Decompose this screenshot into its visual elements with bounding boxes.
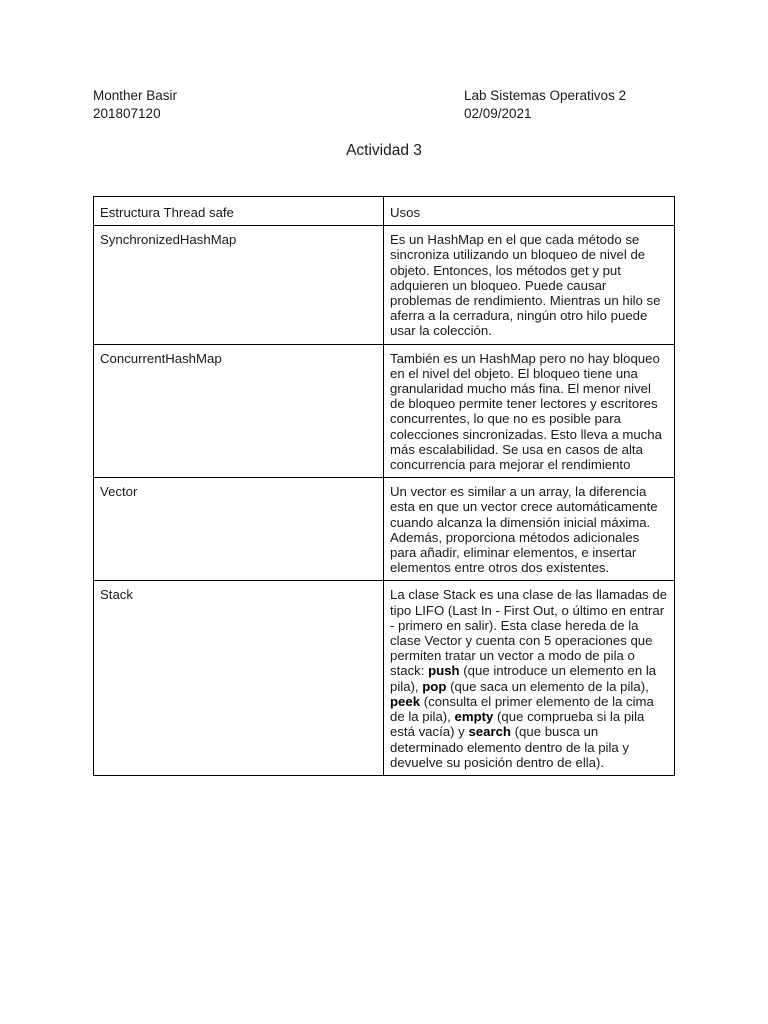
table-row xyxy=(94,581,675,775)
bold-keyword: pop xyxy=(422,678,447,694)
column-header-structure: Estructura Thread safe xyxy=(94,197,384,226)
header-right xyxy=(464,87,626,123)
structure-cell: Vector xyxy=(94,478,384,581)
table-row xyxy=(94,478,675,581)
bold-keyword: search xyxy=(468,724,511,740)
structure-cell: Stack xyxy=(94,581,384,775)
bold-keyword: peek xyxy=(390,693,421,709)
table-row xyxy=(94,344,675,478)
author-name: Monther Basir xyxy=(93,88,178,103)
structure-cell: ConcurrentHashMap xyxy=(94,344,384,478)
table-row xyxy=(94,226,675,344)
bold-keyword: empty xyxy=(454,709,494,725)
uses-cell: Es un HashMap en el que cada método se sincroniza utilizando un bloqueo de nivel de objeto. Entonces, los métodos get y put adquieren un bloqueo. Puede causar problemas de rendimiento. Mientras un hilo se aferra a la cerradura, ningún otro hilo puede usar la colección. xyxy=(384,226,675,344)
table-header-row xyxy=(94,197,675,226)
uses-cell: La clase Stack es una clase de las llamadas de tipo LIFO (Last In - First Out, o último en entrar - primero en salir). Esta clase hereda de la clase Vector y cuenta con 5 operaciones que permiten tratar un vector a modo de pila o stack: push (que introduce un elemento en la pila), pop (que saca un elemento de la pila), peek (consulta el primer elemento de la cima de la pila), empty (que comprueba si la pila está vacía) y search (que busca un determinado elemento dentro de la pila y devuelve su posición dentro de ella). xyxy=(384,581,675,775)
header-left xyxy=(93,87,177,123)
document-date: 02/09/2021 xyxy=(464,106,532,121)
course-name: Lab Sistemas Operativos 2 xyxy=(464,88,627,103)
thread-safe-table xyxy=(93,196,675,776)
student-id: 201807120 xyxy=(93,106,161,121)
uses-cell: También es un HashMap pero no hay bloqueo en el nivel del objeto. El bloqueo tiene una granularidad mucho más fina. El menor nivel de bloqueo permite tener lectores y escritores concurrentes, lo que no es posible para colecciones sincronizadas. Esto lleva a mucha más escalabilidad. Se usa en casos de alta concurrencia para mejorar el rendimiento xyxy=(384,344,675,478)
document-title: Actividad 3 xyxy=(346,142,422,159)
bold-keyword: push xyxy=(428,663,460,679)
uses-cell: Un vector es similar a un array, la diferencia esta en que un vector crece automáticamente cuando alcanza la dimensión inicial máxima. Además, proporciona métodos adicionales para añadir, eliminar elementos, e insertar elementos entre otros dos existentes. xyxy=(384,478,675,581)
structure-cell: SynchronizedHashMap xyxy=(94,226,384,344)
column-header-uses: Usos xyxy=(384,197,675,226)
